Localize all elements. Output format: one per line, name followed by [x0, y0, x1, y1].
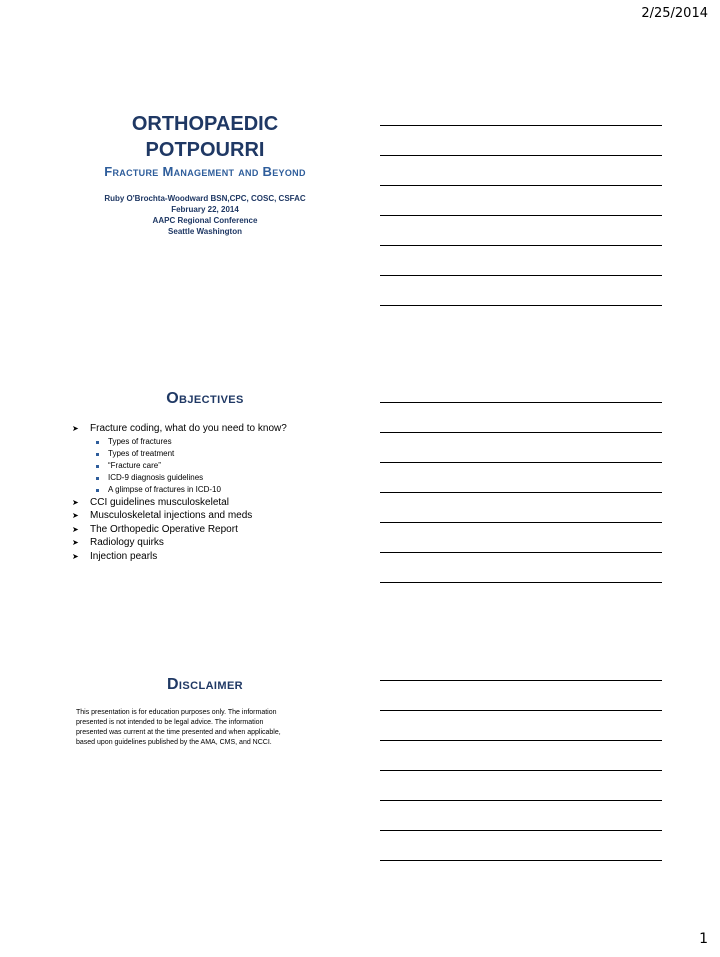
note-line	[380, 402, 662, 403]
presentation-date: February 22, 2014	[171, 205, 239, 214]
disclaimer-line: based upon guidelines published by the AMA, CMS, and NCCI.	[76, 739, 272, 746]
note-line	[380, 185, 662, 186]
event-name: AAPC Regional Conference	[152, 216, 258, 225]
list-item: Types of fractures	[96, 436, 350, 448]
sub-list	[90, 436, 350, 496]
list-item: ➤ The Orthopedic Operative Report	[72, 523, 238, 535]
print-date: 2/25/2014	[641, 6, 708, 21]
list-item: Types of treatment	[96, 448, 350, 460]
square-bullet-icon	[96, 453, 99, 456]
list-item: A glimpse of fractures in ICD-10	[96, 484, 350, 496]
square-bullet-icon	[96, 441, 99, 444]
note-line	[380, 522, 662, 523]
note-line	[380, 275, 662, 276]
note-line	[380, 770, 662, 771]
note-line	[380, 800, 662, 801]
slide-title-line1: ORTHOPAEDIC	[131, 113, 279, 135]
note-line	[380, 680, 662, 681]
arrow-bullet-icon: ➤	[72, 511, 79, 520]
note-line	[380, 582, 662, 583]
disclaimer-text	[60, 708, 326, 748]
square-bullet-icon	[96, 465, 99, 468]
arrow-bullet-icon: ➤	[72, 551, 79, 561]
arrow-bullet-icon: ➤	[72, 524, 79, 534]
slide-subtitle: Fracture Management and Beyond	[104, 164, 306, 179]
note-line	[380, 462, 662, 463]
note-line	[380, 245, 662, 246]
note-line	[380, 740, 662, 741]
presenter-name: Ruby O'Brochta-Woodward BSN,CPC, COSC, CSFAC	[104, 194, 306, 203]
slide-title	[60, 112, 350, 237]
event-location: Seattle Washington	[168, 227, 242, 236]
note-line	[380, 215, 662, 216]
note-line	[380, 492, 662, 493]
disclaimer-line: presented is not intended to be legal advice. The information	[76, 719, 264, 726]
arrow-bullet-icon: ➤	[72, 497, 79, 507]
arrow-bullet-icon: ➤	[72, 538, 79, 547]
note-line	[380, 860, 662, 861]
note-line	[380, 305, 662, 306]
presenter-block	[60, 193, 350, 237]
note-line	[380, 125, 662, 126]
page-number: 1	[699, 931, 708, 947]
note-line	[380, 710, 662, 711]
note-line	[380, 830, 662, 831]
list-item: ➤ CCI guidelines musculoskeletal	[72, 496, 229, 508]
list-item: ➤ Fracture coding, what do you need to know? Types of fractures Types of treatment “Fracture care” ICD-9 diagnosis guidelines A glimpse of fractures in ICD-10	[72, 422, 350, 496]
disclaimer-line: This presentation is for education purposes only. The information	[76, 709, 277, 716]
list-item: ➤ Musculoskeletal injections and meds	[72, 510, 253, 521]
list-item: ICD-9 diagnosis guidelines	[96, 472, 350, 484]
list-item: ➤ Injection pearls	[72, 550, 158, 562]
slide-disclaimer	[60, 676, 350, 748]
square-bullet-icon	[96, 477, 99, 480]
slide-objectives	[60, 390, 350, 563]
arrow-bullet-icon: ➤	[72, 424, 79, 433]
list-item: “Fracture care”	[96, 460, 350, 472]
note-line	[380, 552, 662, 553]
note-line	[380, 155, 662, 156]
list-item: ➤ Radiology quirks	[72, 537, 164, 548]
note-line	[380, 432, 662, 433]
disclaimer-title: Disclaimer	[166, 676, 244, 693]
square-bullet-icon	[96, 489, 99, 492]
objectives-title: Objectives	[166, 390, 244, 407]
slide-title-line2: POTPOURRI	[145, 139, 265, 161]
disclaimer-line: presented was current at the time presented and when applicable,	[76, 729, 281, 736]
objectives-list	[60, 422, 350, 563]
